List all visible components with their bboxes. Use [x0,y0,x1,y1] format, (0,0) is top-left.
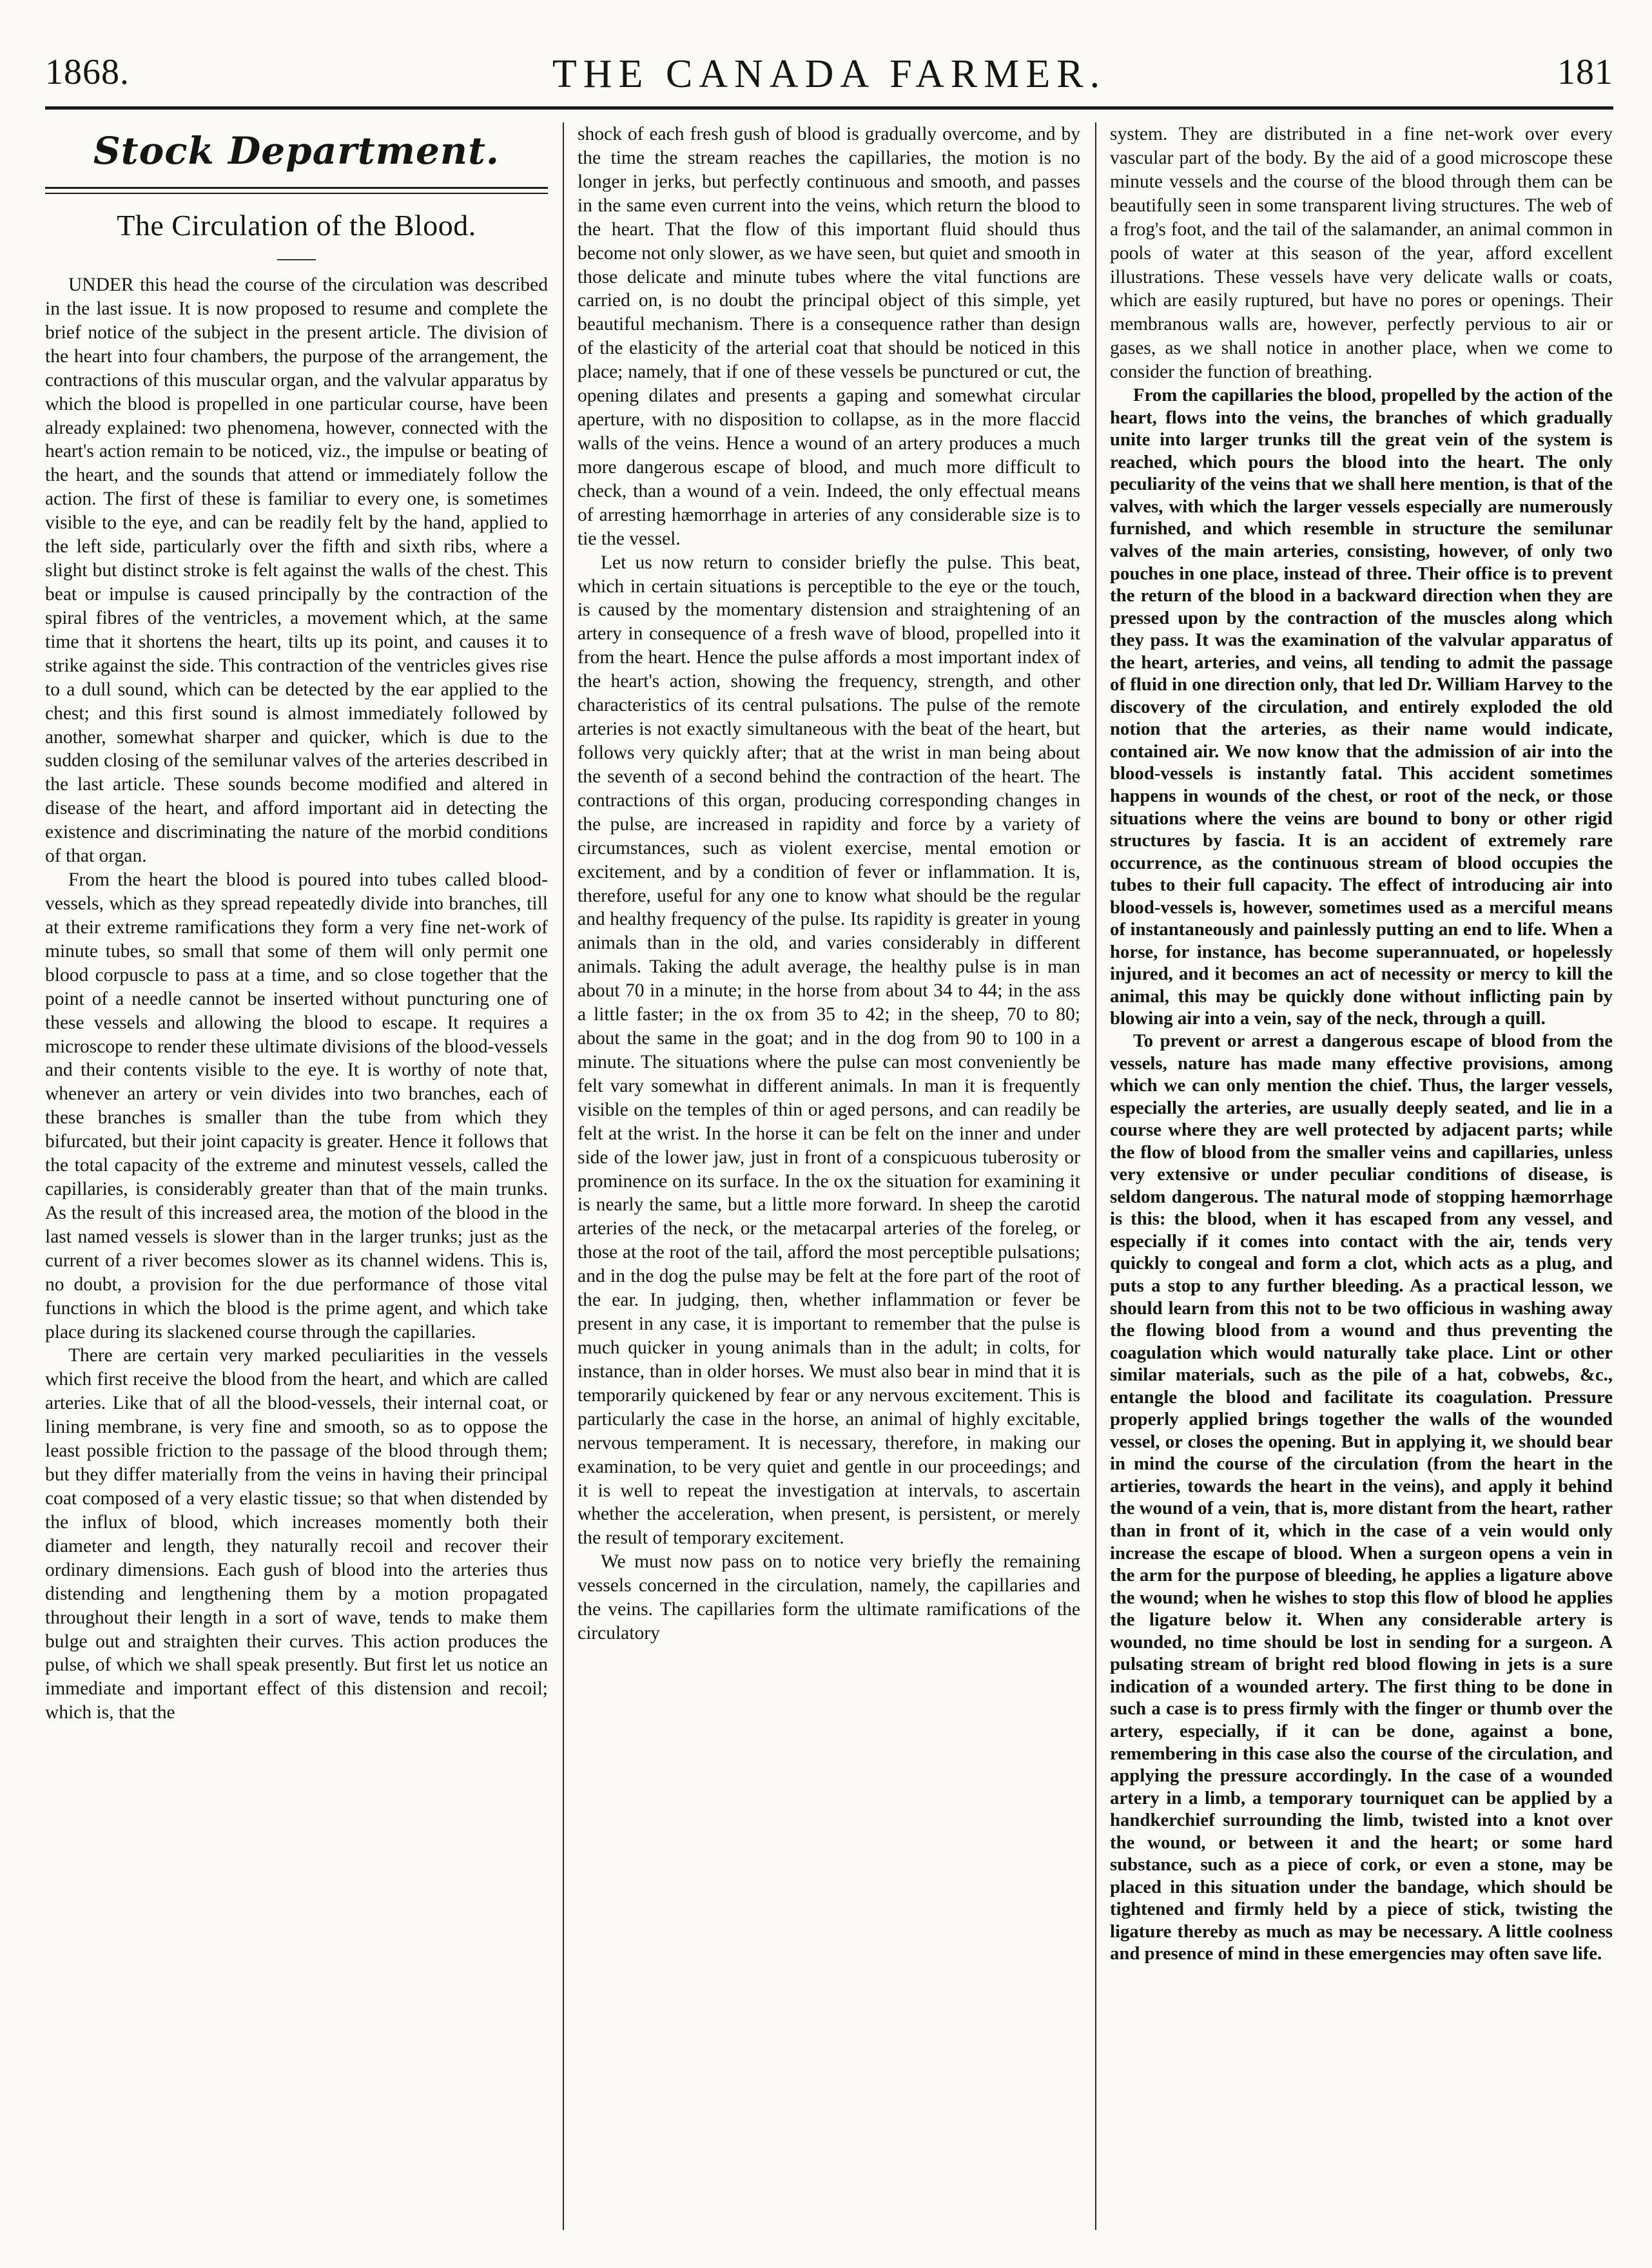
paragraph: system. They are distributed in a fine net-work over every vascular part of the body. By the aid of a good microscope these minute vessels and the course of the blood through them can be beautifully seen in some transparent living structures. The web of a frog's foot, and the tail of the salamander, an animal common in pools of water at this season of the year, afford excellent illustrations. These vessels have very delicate walls or coats, which are easily ruptured, but have no pores or openings. Their membranous walls are, however, perfectly pervious to air or gases, as we shall notice in another place, when we come to consider the function of breathing. [1110,124,1613,383]
masthead-title: THE CANADA FARMER. [552,52,1107,96]
department-heading: Stock Department. [93,129,500,173]
paragraph: There are certain very marked peculiarities in the vessels which first receive the blood from the heart, and which are called arteries. Like that of all the blood-vessels, their internal coat, or lining membrane, is very fine and smooth, so as to oppose the least possible friction to the passage of the blood through them; but they differ materially from the veins in having their principal coat composed of a very elastic tissue; so that when distended by the influx of blood, which increases momently both their diameter and length, they naturally recoil and recover their ordinary dimensions. Each gush of blood into the arteries thus distending and lengthening them by a motion propagated throughout their length in a sort of wave, tends to make them bulge out and straighten their curves. This action produces the pulse, of which we shall speak presently. But first let us notice an immediate and important effect of this distension and recoil; which is, that the [45,1345,548,1723]
paragraph: Let us now return to consider briefly the pulse. This beat, which in certain situations is perceptible to the eye or the touch, is caused by the momentary distension and straightening of an artery in consequence of a fresh wave of blood, propelled into it from the heart. Hence the pulse affords a most important index of the heart's action, showing the frequency, strength, and other characteristics of its central pulsations. The pulse of the remote arteries is not exactly simultaneous with the beat of the heart, but follows very quickly after; that at the wrist in man being about the seventh of a second behind the contraction of the heart. The contractions of this organ, producing corresponding changes in the pulse, are increased in rapidity and force by a variety of circumstances, such as violent exercise, mental emotion or excitement, and by a condition of fever or inflammation. It is, therefore, useful for any one to know what should be the regular and healthy frequency of the pulse. Its rapidity is greater in young animals than in the old, and varies considerably in different animals. Taking the adult average, the healthy pulse is in man about 70 in a minute; in the horse from about 34 to 44; in the ass a little faster; in the ox from 35 to 42; in the sheep, 70 to 80; about the same in the goat; and in the dog from 90 to 100 in a minute. The situations where the pulse can most conveniently be felt vary somewhat in different animals. In man it is frequently visible on the temples of thin or aged persons, and can readily be felt at the wrist. In the horse it can be felt on the inner and under side of the lower jaw, just in front of a conspicuous tuberosity or prominence on its surface. In the ox the situation for examining it is nearly the same, but a little more forward. In sheep the carotid arteries of the neck, or the metacarpal arteries of the foreleg, or those at the root of the tail, afford the most perceptible pulsations; and in the dog the pulse may be felt at the fore part of the root of the ear. In judging, then, whether inflammation or fever be present in any case, it is important to remember that the pulse is much quicker in young animals than in the adult; in colts, for instance, than in older horses. We must also bear in mind that it is temporarily quickened by fear or any nervous excitement. This is particularly the case in the horse, an animal of highly excitable, nervous temperament. It is necessary, therefore, in making our examination, to be very quiet and gentle in our proceedings; and it is well to repeat the investigation at intervals, to ascertain whether the acceleration, when present, is persistent, or merely the result of temporary excitement. [578,552,1080,1549]
paragraph: To prevent or arrest a dangerous escape of blood from the vessels, nature has made many effective provisions, among which we can only mention the chief. Thus, the larger vessels, especially the arteries, are usually deeply seated, and lie in a course where they are well protected by adjacent parts; while the flow of blood from the smaller veins and capillaries, unless very extensive or under peculiar conditions of disease, is seldom dangerous. The natural mode of stopping hæmorrhage is this: the blood, when it has escaped from any vessel, and especially if it comes into contact with the air, tends very quickly to congeal and form a clot, which acts as a plug, and puts a stop to any further bleeding. As a practical lesson, we should learn from this not to be two officious in washing away the flowing blood from a wound and thus preventing the coagulation which would naturally take place. Lint or other similar materials, such as the pile of a hat, cobwebs, &c., entangle the blood and facilitate its coagulation. Pressure properly applied brings together the walls of the wounded vessel, or closes the opening. But in applying it, we should bear in mind the course of the circulation (from the heart in the artieries, towards the heart in the veins), and apply it behind the wound of a vein, that is, more distant from the heart, rather than in front of it, which in the case of a vein would only increase the escape of blood. When a surgeon opens a vein in the arm for the purpose of bleeding, he applies a ligature above the wound; when he wishes to stop this flow of blood he applies the ligature below it. When any considerable artery is wounded, no time should be lost in sending for a surgeon. A pulsating stream of bright red blood flowing in jets is a sure indication of a wounded artery. The first thing to be done in such a case is to press firmly with the finger or thumb over the artery, especially, if it can be done, against a bone, remembering in this case also the course of the circulation, and applying the pressure accordingly. In the case of a wounded artery in a limb, a temporary tourniquet can be applied by a handkerchief surrounding the limb, twisted into a knot over the wound, or between it and the heart; or some hard substance, such as a piece of cork, or even a stone, may be placed in this situation under the bandage, which should be tightened and firmly held by a piece of stick, twisting the ligature thereby as much as may be necessary. A little coolness and presence of mind in these emergencies may often save life. [1110,1031,1613,1964]
column-divider [1095,122,1096,2230]
column-1 [45,122,548,2230]
paragraph: We must now pass on to notice very briefly the remaining vessels concerned in the circulation, namely, the capillaries and the veins. The capillaries form the ultimate ramifications of the circulatory [578,1551,1080,1644]
column-divider [563,122,564,2230]
column-3 [1110,122,1613,2230]
page-number: 181 [1557,52,1613,92]
title-rule [277,259,316,260]
article-title: The Circulation of the Blood. [117,209,476,242]
column-2 [578,122,1080,2230]
paragraph: From the capillaries the blood, propelled by the action of the heart, flows into the veins, the branches of which gradually unite into larger trunks till the great vein of the system is reached, which pours the blood into the heart. The only peculiarity of the veins that we shall here mention, is that of the valves, with which the larger vessels especially are numerously furnished, and which resemble in structure the semilunar valves of the main arteries, consisting, however, of only two pouches in one place, instead of three. Their office is to prevent the return of the blood in a backward direction when they are pressed upon by the contraction of the muscles along which they pass. It was the examination of the valvular apparatus of the heart, arteries, and veins, all tending to admit the passage of fluid in one direction only, that led Dr. William Harvey to the discovery of the circulation, and entirely exploded the old notion that the arteries, as their name would indicate, contained air. We now know that the admission of air into the blood-vessels is instantly fatal. This accident sometimes happens in wounds of the chest, or root of the neck, or those situations where the veins are bound to bony or other rigid structures by fascia. It is an accident of extremely rare occurrence, as the continuous stream of blood occupies the tubes to their full capacity. The effect of introducing air into blood-vessels is, however, sometimes used as a merciful means of instantaneously and painlessly putting an end to life. When a horse, for instance, has become superannuated, or hopelessly injured, and it becomes an act of necessity or mercy to kill the animal, this may be quickly done without inflicting pain by blowing air into a vein, say of the neck, through a quill. [1110,385,1613,1029]
masthead [45,39,1613,110]
paragraph: shock of each fresh gush of blood is gradually overcome, and by the time the stream reaches the capillaries, the motion is no longer in jerks, but perfectly continuous and smooth, and passes in the same even current into the veins, which return the blood to the heart. That the flow of this important fluid should thus become not only slower, as we have seen, but quiet and smooth in those delicate and minute tubes where the vital functions are carried on, is no doubt the principal object of this simple, yet beautiful mechanism. There is a consequence rather than design of the elasticity of the arterial coat that should be noticed in this place; namely, that if one of these vessels be punctured or cut, the opening dilates and presents a gaping and somewhat circular aperture, with no disposition to collapse, as in the more flaccid walls of the veins. Hence a wound of an artery produces a much more dangerous escape of blood, and much more difficult to check, than a wound of a vein. Indeed, the only effectual means of arresting hæmorrhage in arteries of any considerable size is to tie the vessel. [578,124,1080,549]
paragraph: From the heart the blood is poured into tubes called blood-vessels, which as they spread repeatedly divide into branches, till at their extreme ramifications they form a very fine net-work of minute tubes, so small that some of them will only permit one blood corpuscle to pass at a time, and so close together that the point of a needle cannot be inserted without puncturing one of these vessels and allowing the blood to escape. It requires a microscope to render these ultimate divisions of the blood-vessels and their contents visible to the eye. It is worthy of note that, whenever an artery or vein divides into two branches, each of these branches is smaller than the tube from which they bifurcated, but their joint capacity is greater. Hence it follows that the total capacity of the extreme and minutest vessels, called the capillaries, is considerably greater than that of the main trunks. As the result of this increased area, the motion of the blood in the last named vessels is slower than in the larger trunks; just as the current of a river becomes slower as its channel widens. This is, no doubt, a provision for the due performance of those vital functions in which the blood is the prime agent, and which take place during its slackened course through the capillaries. [45,869,548,1342]
masthead-year: 1868. [45,52,130,92]
masthead-rule [45,106,1613,110]
article-columns [45,122,1613,2230]
paragraph: UNDER this head the course of the circulation was described in the last issue. It is now proposed to resume and complete the brief notice of the subject in the present article. The division of the heart into four chambers, the purpose of the arrangement, the contractions of this muscular organ, and the valvular apparatus by which the blood is propelled in one particular course, have been already explained: two phenomena, however, connected with the heart's action remain to be noticed, viz., the impulse or beating of the heart, and the sounds that attend or immediately follow the action. The first of these is familiar to every one, is sometimes visible to the eye, and can be readily felt by the hand, applied to the left side, particularly over the fifth and sixth ribs, where a slight but distinct stroke is felt against the walls of the chest. This beat or impulse is caused principally by the contraction of the spiral fibres of the ventricles, a movement which, at the same time that it shortens the heart, tilts up its point, and causes it to strike against the side. This contraction of the ventricles gives rise to a dull sound, which can be detected by the ear applied to the chest; and this first sound is almost immediately followed by another, somewhat sharper and quicker, which is due to the sudden closing of the semilunar valves of the arteries described in the last article. These sounds become modified and altered in disease of the heart, and afford important aid in detecting the existence and discriminating the nature of the morbid conditions of that organ. [45,275,548,867]
heading-rule [45,187,548,194]
